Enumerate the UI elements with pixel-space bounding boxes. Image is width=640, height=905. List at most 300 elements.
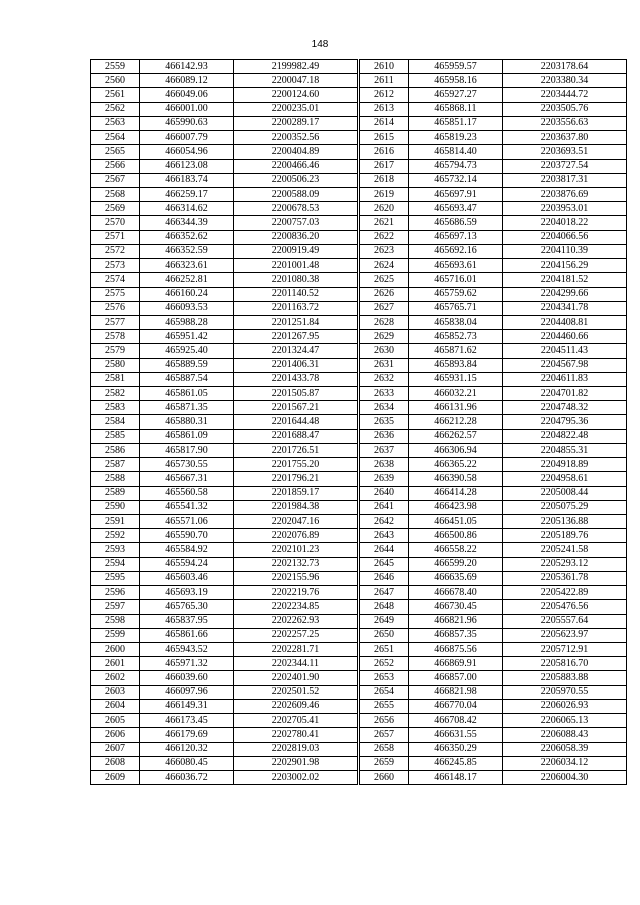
table-row (360, 387, 627, 401)
point-number-cell: 2631 (360, 358, 409, 372)
table-row (360, 358, 627, 372)
y-coordinate-cell: 2205476.56 (503, 600, 627, 614)
x-coordinate-cell: 466678.40 (409, 586, 503, 600)
y-coordinate-cell: 2201251.84 (234, 315, 358, 329)
table-row (360, 628, 627, 642)
table-row (360, 557, 627, 571)
table-row (360, 131, 627, 145)
y-coordinate-cell: 2201755.20 (234, 458, 358, 472)
point-number-cell: 2618 (360, 173, 409, 187)
y-coordinate-cell: 2204110.39 (503, 244, 627, 258)
x-coordinate-cell: 465732.14 (409, 173, 503, 187)
table-row (91, 74, 358, 88)
y-coordinate-cell: 2202262.93 (234, 614, 358, 628)
y-coordinate-cell: 2202609.46 (234, 699, 358, 713)
table-row (360, 244, 627, 258)
table-row (91, 330, 358, 344)
y-coordinate-cell: 2205075.29 (503, 500, 627, 514)
table-row (91, 244, 358, 258)
point-number-cell: 2568 (91, 187, 140, 201)
point-number-cell: 2647 (360, 586, 409, 600)
y-coordinate-cell: 2204701.82 (503, 387, 627, 401)
x-coordinate-cell: 466142.93 (140, 60, 234, 74)
y-coordinate-cell: 2204855.31 (503, 443, 627, 457)
table-row (360, 699, 627, 713)
x-coordinate-cell: 466245.85 (409, 756, 503, 770)
x-coordinate-cell: 465716.01 (409, 273, 503, 287)
y-coordinate-cell: 2202780.41 (234, 728, 358, 742)
point-number-cell: 2660 (360, 770, 409, 784)
y-coordinate-cell: 2201505.87 (234, 387, 358, 401)
point-number-cell: 2559 (91, 60, 140, 74)
table-row (360, 600, 627, 614)
table-row (360, 429, 627, 443)
x-coordinate-cell: 465871.35 (140, 401, 234, 415)
table-row (91, 202, 358, 216)
y-coordinate-cell: 2205422.89 (503, 586, 627, 600)
x-coordinate-cell: 465765.30 (140, 600, 234, 614)
table-row (360, 344, 627, 358)
point-number-cell: 2601 (91, 657, 140, 671)
x-coordinate-cell: 466635.69 (409, 571, 503, 585)
x-coordinate-cell: 466451.05 (409, 515, 503, 529)
table-row (360, 714, 627, 728)
point-number-cell: 2594 (91, 557, 140, 571)
x-coordinate-cell: 465951.42 (140, 330, 234, 344)
y-coordinate-cell: 2203556.63 (503, 116, 627, 130)
table-row (91, 102, 358, 116)
x-coordinate-cell: 465838.04 (409, 315, 503, 329)
y-coordinate-cell: 2204958.61 (503, 472, 627, 486)
point-number-cell: 2593 (91, 543, 140, 557)
point-number-cell: 2620 (360, 202, 409, 216)
y-coordinate-cell: 2202234.85 (234, 600, 358, 614)
y-coordinate-cell: 2204460.66 (503, 330, 627, 344)
table-row (360, 145, 627, 159)
point-number-cell: 2610 (360, 60, 409, 74)
y-coordinate-cell: 2204299.66 (503, 287, 627, 301)
table-row (91, 557, 358, 571)
x-coordinate-cell: 466212.28 (409, 415, 503, 429)
x-coordinate-cell: 465958.16 (409, 74, 503, 88)
y-coordinate-cell: 2204822.48 (503, 429, 627, 443)
table-row (360, 415, 627, 429)
point-number-cell: 2646 (360, 571, 409, 585)
y-coordinate-cell: 2202219.76 (234, 586, 358, 600)
point-number-cell: 2603 (91, 685, 140, 699)
table-row (360, 586, 627, 600)
y-coordinate-cell: 2200919.49 (234, 244, 358, 258)
table-row (91, 301, 358, 315)
x-coordinate-cell: 466093.53 (140, 301, 234, 315)
x-coordinate-cell: 465693.47 (409, 202, 503, 216)
x-coordinate-cell: 465887.54 (140, 372, 234, 386)
table-row (91, 88, 358, 102)
table-row (360, 273, 627, 287)
y-coordinate-cell: 2202705.41 (234, 714, 358, 728)
table-row (91, 600, 358, 614)
y-coordinate-cell: 2205293.12 (503, 557, 627, 571)
point-number-cell: 2634 (360, 401, 409, 415)
point-number-cell: 2623 (360, 244, 409, 258)
table-row (91, 131, 358, 145)
table-row (360, 657, 627, 671)
point-number-cell: 2655 (360, 699, 409, 713)
table-row (360, 173, 627, 187)
x-coordinate-cell: 466036.72 (140, 770, 234, 784)
x-coordinate-cell: 466123.08 (140, 159, 234, 173)
y-coordinate-cell: 2202047.16 (234, 515, 358, 529)
point-number-cell: 2636 (360, 429, 409, 443)
table-row (360, 216, 627, 230)
point-number-cell: 2598 (91, 614, 140, 628)
y-coordinate-cell: 2202344.11 (234, 657, 358, 671)
x-coordinate-cell: 465693.19 (140, 586, 234, 600)
point-number-cell: 2573 (91, 259, 140, 273)
table-row (360, 74, 627, 88)
table-row (360, 685, 627, 699)
x-coordinate-cell: 466365.22 (409, 458, 503, 472)
y-coordinate-cell: 2204511.43 (503, 344, 627, 358)
y-coordinate-cell: 2201984.38 (234, 500, 358, 514)
y-coordinate-cell: 2202257.25 (234, 628, 358, 642)
y-coordinate-cell: 2201406.31 (234, 358, 358, 372)
point-number-cell: 2585 (91, 429, 140, 443)
table-row (91, 515, 358, 529)
table-row (91, 756, 358, 770)
point-number-cell: 2641 (360, 500, 409, 514)
x-coordinate-cell: 466708.42 (409, 714, 503, 728)
table-row (91, 344, 358, 358)
y-coordinate-cell: 2202819.03 (234, 742, 358, 756)
x-coordinate-cell: 465730.55 (140, 458, 234, 472)
x-coordinate-cell: 465988.28 (140, 315, 234, 329)
y-coordinate-cell: 2200588.09 (234, 187, 358, 201)
y-coordinate-cell: 2201726.51 (234, 443, 358, 457)
point-number-cell: 2595 (91, 571, 140, 585)
y-coordinate-cell: 2202155.96 (234, 571, 358, 585)
x-coordinate-cell: 465927.27 (409, 88, 503, 102)
y-coordinate-cell: 2200352.56 (234, 131, 358, 145)
point-number-cell: 2572 (91, 244, 140, 258)
x-coordinate-cell: 466131.96 (409, 401, 503, 415)
x-coordinate-cell: 466183.74 (140, 173, 234, 187)
table-row (360, 315, 627, 329)
point-number-cell: 2581 (91, 372, 140, 386)
table-row (360, 287, 627, 301)
x-coordinate-cell: 466821.98 (409, 685, 503, 699)
point-number-cell: 2642 (360, 515, 409, 529)
x-coordinate-cell: 466179.69 (140, 728, 234, 742)
x-coordinate-cell: 466500.86 (409, 529, 503, 543)
x-coordinate-cell: 466007.79 (140, 131, 234, 145)
table-row (360, 756, 627, 770)
table-row (91, 372, 358, 386)
table-row (91, 358, 358, 372)
y-coordinate-cell: 2204156.29 (503, 259, 627, 273)
x-coordinate-cell: 465819.23 (409, 131, 503, 145)
x-coordinate-cell: 466262.57 (409, 429, 503, 443)
table-row (91, 671, 358, 685)
y-coordinate-cell: 2201859.17 (234, 486, 358, 500)
point-number-cell: 2622 (360, 230, 409, 244)
point-number-cell: 2599 (91, 628, 140, 642)
x-coordinate-cell: 466390.58 (409, 472, 503, 486)
y-coordinate-cell: 2205970.55 (503, 685, 627, 699)
y-coordinate-cell: 2206004.30 (503, 770, 627, 784)
table-row (360, 742, 627, 756)
point-number-cell: 2658 (360, 742, 409, 756)
point-number-cell: 2639 (360, 472, 409, 486)
y-coordinate-cell: 2206026.93 (503, 699, 627, 713)
x-coordinate-cell: 465925.40 (140, 344, 234, 358)
y-coordinate-cell: 2203178.64 (503, 60, 627, 74)
y-coordinate-cell: 2205136.88 (503, 515, 627, 529)
y-coordinate-cell: 2203444.72 (503, 88, 627, 102)
point-number-cell: 2597 (91, 600, 140, 614)
table-row (360, 159, 627, 173)
page-number: 148 (311, 39, 329, 50)
x-coordinate-cell: 465889.59 (140, 358, 234, 372)
table-row (91, 486, 358, 500)
point-number-cell: 2592 (91, 529, 140, 543)
x-coordinate-cell: 465880.31 (140, 415, 234, 429)
table-row (360, 614, 627, 628)
y-coordinate-cell: 2200757.03 (234, 216, 358, 230)
point-number-cell: 2638 (360, 458, 409, 472)
table-row (91, 728, 358, 742)
point-number-cell: 2577 (91, 315, 140, 329)
table-row (360, 443, 627, 457)
y-coordinate-cell: 2201001.48 (234, 259, 358, 273)
point-number-cell: 2589 (91, 486, 140, 500)
point-number-cell: 2607 (91, 742, 140, 756)
table-row (360, 671, 627, 685)
point-number-cell: 2656 (360, 714, 409, 728)
y-coordinate-cell: 2201267.95 (234, 330, 358, 344)
x-coordinate-cell: 466097.96 (140, 685, 234, 699)
x-coordinate-cell: 465893.84 (409, 358, 503, 372)
point-number-cell: 2583 (91, 401, 140, 415)
table-row (91, 586, 358, 600)
x-coordinate-cell: 466323.61 (140, 259, 234, 273)
y-coordinate-cell: 2200235.01 (234, 102, 358, 116)
y-coordinate-cell: 2202501.52 (234, 685, 358, 699)
table-row (91, 742, 358, 756)
point-number-cell: 2621 (360, 216, 409, 230)
y-coordinate-cell: 2204408.81 (503, 315, 627, 329)
table-row (360, 728, 627, 742)
x-coordinate-cell: 465667.31 (140, 472, 234, 486)
table-row (360, 571, 627, 585)
x-coordinate-cell: 465861.05 (140, 387, 234, 401)
y-coordinate-cell: 2202901.98 (234, 756, 358, 770)
x-coordinate-cell: 466857.35 (409, 628, 503, 642)
x-coordinate-cell: 466306.94 (409, 443, 503, 457)
point-number-cell: 2651 (360, 642, 409, 656)
x-coordinate-cell: 465759.62 (409, 287, 503, 301)
table-row (91, 685, 358, 699)
y-coordinate-cell: 2206034.12 (503, 756, 627, 770)
y-coordinate-cell: 2204567.98 (503, 358, 627, 372)
table-row (91, 529, 358, 543)
x-coordinate-cell: 466080.45 (140, 756, 234, 770)
point-number-cell: 2626 (360, 287, 409, 301)
point-number-cell: 2579 (91, 344, 140, 358)
x-coordinate-cell: 466821.96 (409, 614, 503, 628)
x-coordinate-cell: 465851.17 (409, 116, 503, 130)
x-coordinate-cell: 466039.60 (140, 671, 234, 685)
table-row (91, 259, 358, 273)
x-coordinate-cell: 465541.32 (140, 500, 234, 514)
point-number-cell: 2632 (360, 372, 409, 386)
y-coordinate-cell: 2202101.23 (234, 543, 358, 557)
y-coordinate-cell: 2201433.78 (234, 372, 358, 386)
point-number-cell: 2640 (360, 486, 409, 500)
x-coordinate-cell: 465692.16 (409, 244, 503, 258)
x-coordinate-cell: 465871.62 (409, 344, 503, 358)
y-coordinate-cell: 2200678.53 (234, 202, 358, 216)
table-row (91, 642, 358, 656)
point-number-cell: 2627 (360, 301, 409, 315)
y-coordinate-cell: 2203693.51 (503, 145, 627, 159)
point-number-cell: 2562 (91, 102, 140, 116)
x-coordinate-cell: 466089.12 (140, 74, 234, 88)
point-number-cell: 2609 (91, 770, 140, 784)
point-number-cell: 2588 (91, 472, 140, 486)
point-number-cell: 2635 (360, 415, 409, 429)
x-coordinate-cell: 465603.46 (140, 571, 234, 585)
y-coordinate-cell: 2203817.31 (503, 173, 627, 187)
y-coordinate-cell: 2201688.47 (234, 429, 358, 443)
x-coordinate-cell: 465697.91 (409, 187, 503, 201)
table-row (91, 116, 358, 130)
table-row (360, 60, 627, 74)
point-number-cell: 2625 (360, 273, 409, 287)
coordinates-table-left (90, 59, 358, 785)
point-number-cell: 2560 (91, 74, 140, 88)
x-coordinate-cell: 465861.09 (140, 429, 234, 443)
x-coordinate-cell: 466314.62 (140, 202, 234, 216)
table-row (91, 699, 358, 713)
y-coordinate-cell: 2203953.01 (503, 202, 627, 216)
point-number-cell: 2586 (91, 443, 140, 457)
y-coordinate-cell: 2201140.52 (234, 287, 358, 301)
x-coordinate-cell: 466631.55 (409, 728, 503, 742)
point-number-cell: 2591 (91, 515, 140, 529)
table-row (91, 173, 358, 187)
table-row (360, 642, 627, 656)
y-coordinate-cell: 2203637.80 (503, 131, 627, 145)
x-coordinate-cell: 466252.81 (140, 273, 234, 287)
point-number-cell: 2612 (360, 88, 409, 102)
y-coordinate-cell: 2204748.32 (503, 401, 627, 415)
x-coordinate-cell: 466770.04 (409, 699, 503, 713)
x-coordinate-cell: 465817.90 (140, 443, 234, 457)
point-number-cell: 2605 (91, 714, 140, 728)
point-number-cell: 2571 (91, 230, 140, 244)
point-number-cell: 2630 (360, 344, 409, 358)
x-coordinate-cell: 466049.06 (140, 88, 234, 102)
point-number-cell: 2570 (91, 216, 140, 230)
x-coordinate-cell: 465837.95 (140, 614, 234, 628)
y-coordinate-cell: 2204181.52 (503, 273, 627, 287)
y-coordinate-cell: 2205008.44 (503, 486, 627, 500)
point-number-cell: 2619 (360, 187, 409, 201)
table-row (91, 273, 358, 287)
y-coordinate-cell: 2206058.39 (503, 742, 627, 756)
x-coordinate-cell: 466414.28 (409, 486, 503, 500)
point-number-cell: 2561 (91, 88, 140, 102)
point-number-cell: 2582 (91, 387, 140, 401)
point-number-cell: 2643 (360, 529, 409, 543)
x-coordinate-cell: 465814.40 (409, 145, 503, 159)
table-row (360, 543, 627, 557)
table-row (360, 116, 627, 130)
table-row (91, 472, 358, 486)
y-coordinate-cell: 2206088.43 (503, 728, 627, 742)
table-row (360, 486, 627, 500)
y-coordinate-cell: 2205816.70 (503, 657, 627, 671)
y-coordinate-cell: 2202401.90 (234, 671, 358, 685)
y-coordinate-cell: 2200124.60 (234, 88, 358, 102)
point-number-cell: 2564 (91, 131, 140, 145)
point-number-cell: 2576 (91, 301, 140, 315)
y-coordinate-cell: 2201644.48 (234, 415, 358, 429)
table-row (360, 472, 627, 486)
x-coordinate-cell: 465584.92 (140, 543, 234, 557)
point-number-cell: 2615 (360, 131, 409, 145)
x-coordinate-cell: 466054.96 (140, 145, 234, 159)
x-coordinate-cell: 465943.52 (140, 642, 234, 656)
table-row (91, 657, 358, 671)
y-coordinate-cell: 2202281.71 (234, 642, 358, 656)
y-coordinate-cell: 2204018.22 (503, 216, 627, 230)
x-coordinate-cell: 465990.63 (140, 116, 234, 130)
x-coordinate-cell: 466173.45 (140, 714, 234, 728)
point-number-cell: 2590 (91, 500, 140, 514)
point-number-cell: 2633 (360, 387, 409, 401)
table-row (91, 614, 358, 628)
point-number-cell: 2575 (91, 287, 140, 301)
point-number-cell: 2566 (91, 159, 140, 173)
y-coordinate-cell: 2200466.46 (234, 159, 358, 173)
table-row (360, 401, 627, 415)
table-row (360, 88, 627, 102)
x-coordinate-cell: 465971.32 (140, 657, 234, 671)
x-coordinate-cell: 465959.57 (409, 60, 503, 74)
point-number-cell: 2584 (91, 415, 140, 429)
table-row (91, 714, 358, 728)
y-coordinate-cell: 2205361.78 (503, 571, 627, 585)
x-coordinate-cell: 465571.06 (140, 515, 234, 529)
table-row (91, 187, 358, 201)
table-row (91, 443, 358, 457)
x-coordinate-cell: 466148.17 (409, 770, 503, 784)
table-row (91, 571, 358, 585)
y-coordinate-cell: 2202132.73 (234, 557, 358, 571)
table-row (360, 259, 627, 273)
x-coordinate-cell: 466875.56 (409, 642, 503, 656)
point-number-cell: 2654 (360, 685, 409, 699)
x-coordinate-cell: 466149.31 (140, 699, 234, 713)
point-number-cell: 2606 (91, 728, 140, 742)
x-coordinate-cell: 465765.71 (409, 301, 503, 315)
coordinates-table-right (359, 59, 627, 785)
x-coordinate-cell: 465861.66 (140, 628, 234, 642)
table-row (360, 529, 627, 543)
table-row (91, 159, 358, 173)
